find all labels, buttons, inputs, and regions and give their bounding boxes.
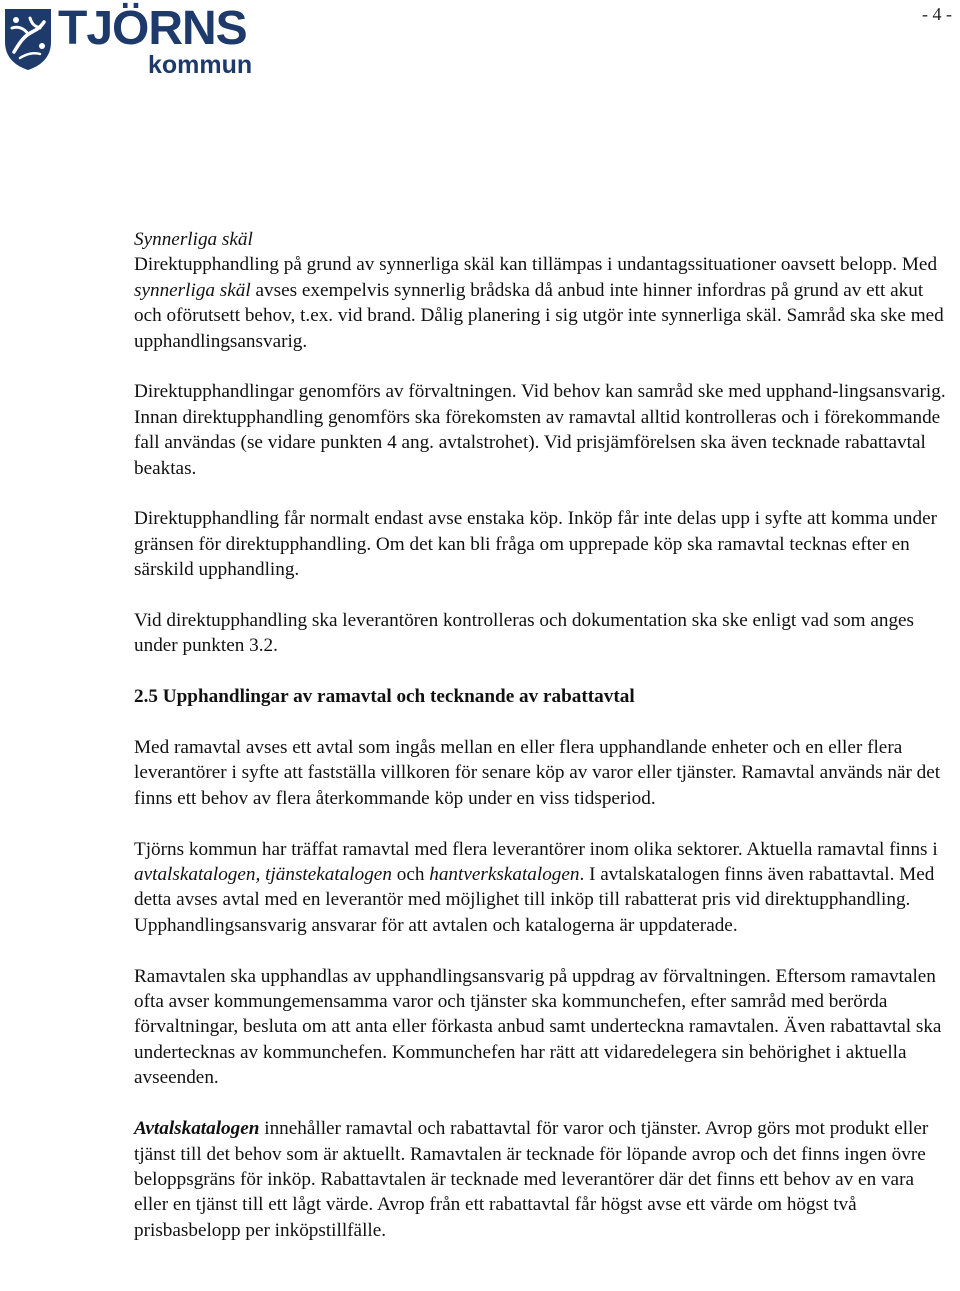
paragraph-aktuella-ramavtal	[134, 837, 952, 939]
text-run: Tjörns kommun har träffat ramavtal med flera leverantörer inom olika sektorer. Aktuella ramavtal finns i	[134, 838, 938, 860]
emphasis: Avtalskatalogen	[134, 1118, 260, 1140]
text-run: och	[391, 864, 430, 886]
section-heading-2-5: 2.5 Upphandlingar av ramavtal och tecknande av rabattavtal	[134, 686, 635, 708]
paragraph-direktupphandlingar: Direktupphandlingar genomförs av förvaltningen. Vid behov kan samråd ske med upphand-lingsansvarig. Innan direktupphandling genomförs ska förekomsten av ramavtal alltid kontrolleras och i förekommande fall användas (se vidare punkten 4 ang. avtalstrohet). Vid prisjämförelsen ska även tecknade rabattavtal beaktas.	[134, 381, 946, 479]
document-body	[134, 227, 952, 1243]
paragraph-enstaka-kop: Direktupphandling får normalt endast avse enstaka köp. Inköp får inte delas upp i syfte att komma under gränsen för direktupphandling. Om det kan bli fråga om upprepade köp ska ramavtal tecknas efter en särskild upphandling.	[134, 508, 937, 581]
text-run: Direktupphandling på grund av synnerliga skäl kan tillämpas i undantagssituationer oavsett belopp. Med	[134, 254, 938, 276]
strong-emphasis	[134, 1118, 259, 1139]
logo-subtitle: kommun	[148, 51, 253, 79]
emphasis: avtalskatalogen, tjänstekatalogen	[134, 864, 392, 886]
text-run: innehåller ramavtal och rabattavtal för varor och tjänster. Avrop görs mot produkt eller tjänst till det behov som är aktuellt. Ramavtalen är tecknade för löpande avrop och det finns ingen övre beloppsgräns för inköp. Rabattavtalen är tecknade med leverantörer där det finns ett behov av en vara eller en tjänst till ett lågt värde. Avrop från ett rabattavtal får högst avse ett värde om högst två prisbasbelopp per inköpstillfälle.	[134, 1118, 929, 1241]
paragraph-ramavtal-definition: Med ramavtal avses ett avtal som ingås mellan en eller flera upphandlande enheter och en eller flera leverantörer i syfte att fastställa villkoren för senare köp av varor eller tjänster. Ramavtal används när det finns ett behov av flera återkommande köp under en viss tidsperiod.	[134, 737, 941, 809]
paragraph-dokumentation: Vid direktupphandling ska leverantören kontrolleras och dokumentation ska ske enligt vad som anges under punkten 3.2.	[134, 610, 915, 657]
text-run: . I avtalskatalogen finns även rabattavtal. Med detta avses avtal med en leverantör med möjlighet till inköp till rabatterat pris vid direktupphandling. Upphandlingsansvarig ansvarar för att avtalen och katalogerna är uppdaterade.	[134, 864, 935, 936]
paragraph-synnerliga-skal	[134, 227, 952, 354]
text-run: avses exempelvis synnerlig brådska då anbud inte hinner infordras på grund av ett akut och oförutsett behov, t.ex. vid brand. Dålig planering i sig utgör inte synnerliga skäl. Samråd ska ske med upphandlingsansvarig.	[134, 279, 944, 352]
emphasis: hantverkskatalogen	[429, 864, 580, 886]
page-number: - 4 -	[922, 4, 952, 24]
emphasis: synnerliga skäl	[134, 279, 251, 301]
coat-of-arms-icon	[2, 6, 54, 72]
tjorns-kommun-logo	[2, 2, 253, 79]
paragraph-ramavtal-upphandling: Ramavtalen ska upphandlas av upphandlingsansvarig på uppdrag av förvaltningen. Eftersom ramavtalen ofta avser kommungemensamma varor och tjänster ska kommunchefen, efter samråd med berörda förvaltningar, besluta om att anta eller förkasta anbud samt underteckna ramavtalen. Även rabattavtal ska undertecknas av kommunchefen. Kommunchefen har rätt att vidaredelegera sin behörighet i aktuella avseenden.	[134, 965, 942, 1089]
subheading-synnerliga-skal: Synnerliga skäl	[134, 229, 253, 250]
paragraph-avtalskatalogen	[134, 1116, 952, 1243]
logo-name: TJÖRNS	[58, 2, 247, 55]
